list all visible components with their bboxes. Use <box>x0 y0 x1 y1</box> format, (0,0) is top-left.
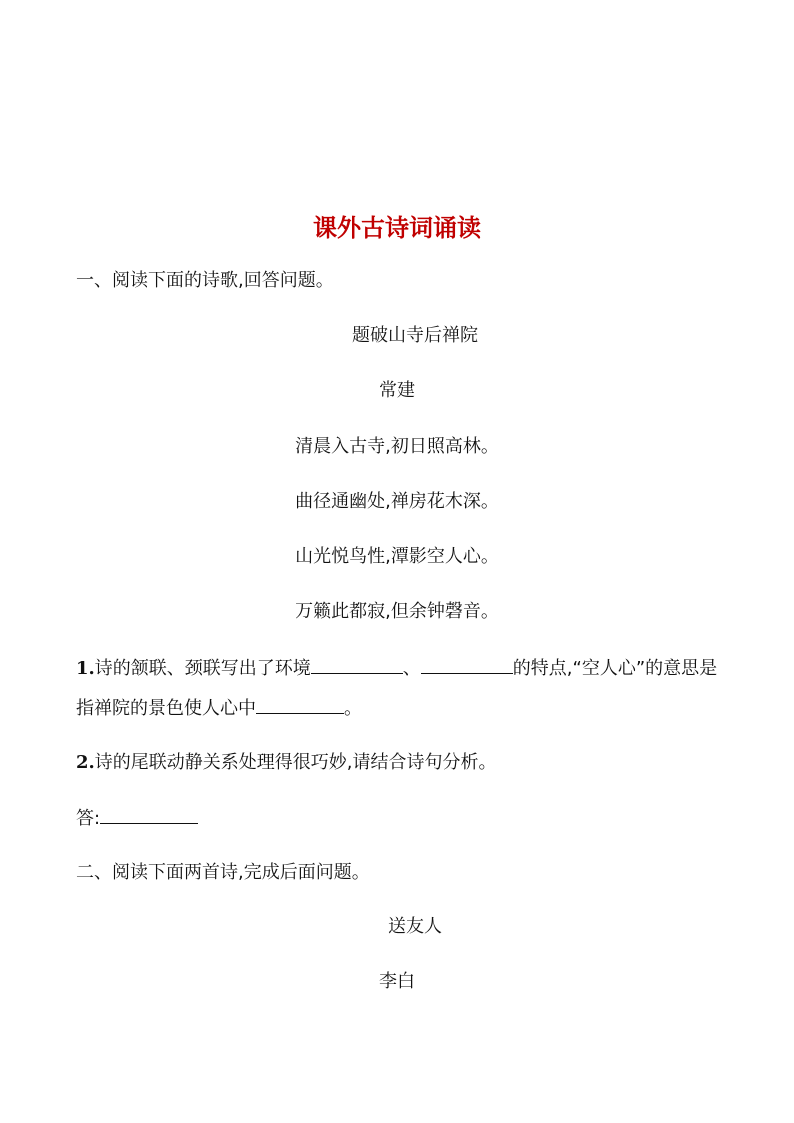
question-1-line-1 <box>76 655 717 682</box>
question-2-text: 诗的尾联动静关系处理得很巧妙,请结合诗句分析。 <box>94 752 497 773</box>
poem1-author: 常建 <box>379 380 415 401</box>
poem1-title: 题破山寺后禅院 <box>352 325 478 346</box>
answer-blank-1[interactable] <box>311 655 403 674</box>
question-1-end: 。 <box>344 698 362 719</box>
question-1-line-2 <box>76 695 362 722</box>
question-1-text-b: 的特点,“空人心”的意思是 <box>512 658 718 679</box>
poem1-line-4: 万籁此都寂,但余钟磬音。 <box>295 601 499 622</box>
answer-blank-2[interactable] <box>421 655 513 674</box>
poem1-line-2: 曲径通幽处,禅房花木深。 <box>295 491 499 512</box>
document-title: 课外古诗词诵读 <box>313 214 481 242</box>
question-1-number: 1. <box>76 658 95 679</box>
poem2-author: 李白 <box>379 971 415 992</box>
poem1-line-3: 山光悦鸟性,潭影空人心。 <box>295 546 499 567</box>
question-1-text-c: 指禅院的景色使人心中 <box>76 698 256 719</box>
question-2 <box>76 750 497 776</box>
poem1-line-1: 清晨入古寺,初日照高林。 <box>295 436 499 457</box>
section1-heading: 一、阅读下面的诗歌,回答问题。 <box>76 270 334 291</box>
answer-line <box>76 805 198 832</box>
question-1-text-a: 诗的颔联、颈联写出了环境 <box>94 658 311 679</box>
question-2-number: 2. <box>76 752 95 773</box>
answer-label: 答: <box>76 808 101 829</box>
question-1-separator: 、 <box>402 658 421 679</box>
answer-blank-3[interactable] <box>256 695 344 714</box>
section2-heading: 二、阅读下面两首诗,完成后面问题。 <box>76 862 370 883</box>
answer-blank-4[interactable] <box>100 805 198 824</box>
poem2-title: 送友人 <box>388 916 442 937</box>
